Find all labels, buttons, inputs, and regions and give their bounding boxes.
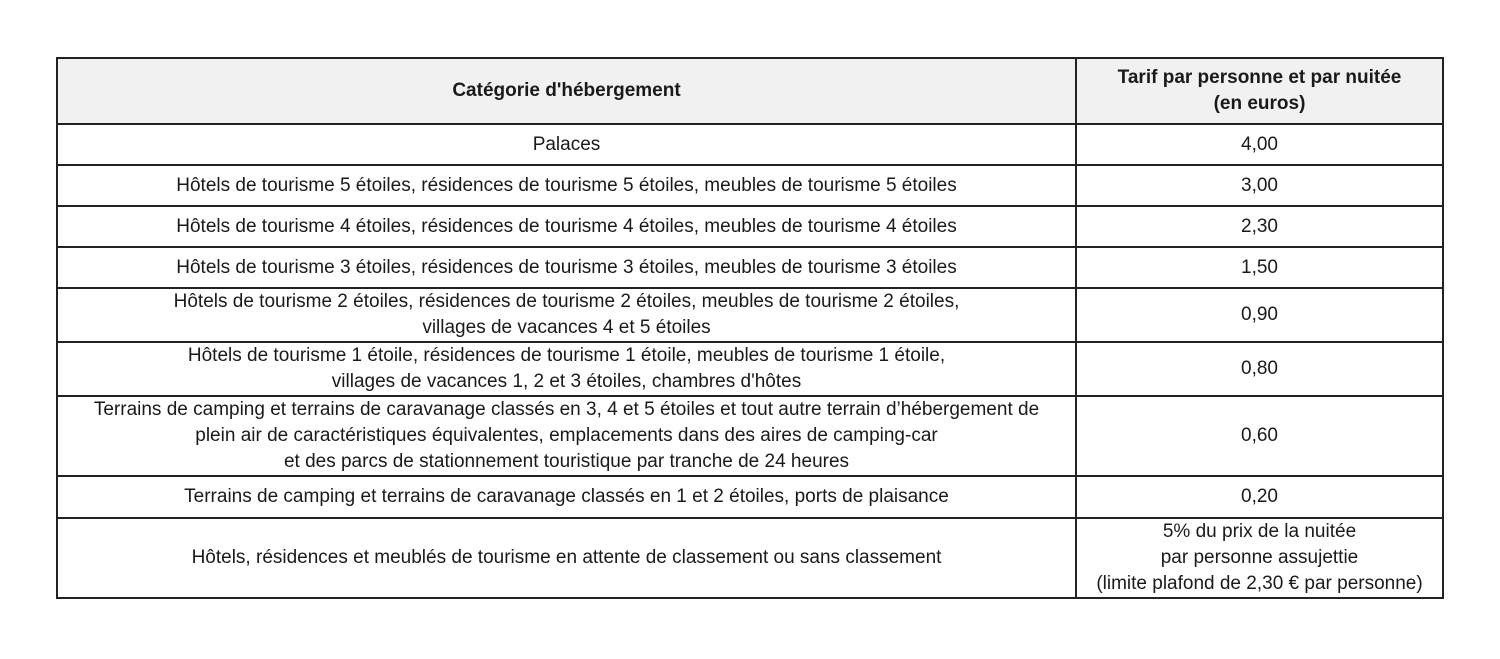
rate-cell: 0,20 bbox=[1076, 476, 1443, 518]
category-cell: Hôtels de tourisme 2 étoiles, résidences de tourisme 2 étoiles, meubles de tourisme 2 étoiles, villages de vacances 4 et 5 étoiles bbox=[57, 288, 1076, 342]
table-row bbox=[57, 124, 1443, 165]
category-cell: Hôtels de tourisme 1 étoile, résidences de tourisme 1 étoile, meubles de tourisme 1 étoile, villages de vacances 1, 2 et 3 étoiles, chambres d'hôtes bbox=[57, 342, 1076, 396]
tourist-tax-rates-table bbox=[56, 57, 1444, 599]
table-row bbox=[57, 165, 1443, 206]
category-cell: Palaces bbox=[57, 124, 1076, 165]
category-cell: Hôtels de tourisme 3 étoiles, résidences de tourisme 3 étoiles, meubles de tourisme 3 étoiles bbox=[57, 247, 1076, 288]
category-cell: Terrains de camping et terrains de caravanage classés en 3, 4 et 5 étoiles et tout autre terrain d’hébergement de plein air de caractéristiques équivalentes, emplacements dans des aires de camping-car et des parcs de stationnement touristique par tranche de 24 heures bbox=[57, 396, 1076, 476]
category-cell: Terrains de camping et terrains de caravanage classés en 1 et 2 étoiles, ports de plaisance bbox=[57, 476, 1076, 518]
header-rate: Tarif par personne et par nuitée (en euros) bbox=[1076, 58, 1443, 124]
table-row bbox=[57, 396, 1443, 476]
table-row bbox=[57, 476, 1443, 518]
rate-cell: 0,60 bbox=[1076, 396, 1443, 476]
rate-cell: 0,80 bbox=[1076, 342, 1443, 396]
category-cell: Hôtels de tourisme 5 étoiles, résidences de tourisme 5 étoiles, meubles de tourisme 5 étoiles bbox=[57, 165, 1076, 206]
table-row bbox=[57, 288, 1443, 342]
table-row bbox=[57, 247, 1443, 288]
category-cell: Hôtels, résidences et meublés de tourisme en attente de classement ou sans classement bbox=[57, 518, 1076, 598]
rate-cell: 0,90 bbox=[1076, 288, 1443, 342]
rate-cell: 5% du prix de la nuitée par personne assujettie (limite plafond de 2,30 € par personne) bbox=[1076, 518, 1443, 598]
table-row bbox=[57, 518, 1443, 598]
category-cell: Hôtels de tourisme 4 étoiles, résidences de tourisme 4 étoiles, meubles de tourisme 4 étoiles bbox=[57, 206, 1076, 247]
rate-cell: 3,00 bbox=[1076, 165, 1443, 206]
rate-cell: 4,00 bbox=[1076, 124, 1443, 165]
rate-cell: 1,50 bbox=[1076, 247, 1443, 288]
header-category: Catégorie d'hébergement bbox=[57, 58, 1076, 124]
rate-cell: 2,30 bbox=[1076, 206, 1443, 247]
table-row bbox=[57, 342, 1443, 396]
table-row bbox=[57, 206, 1443, 247]
table-header-row bbox=[57, 58, 1443, 124]
